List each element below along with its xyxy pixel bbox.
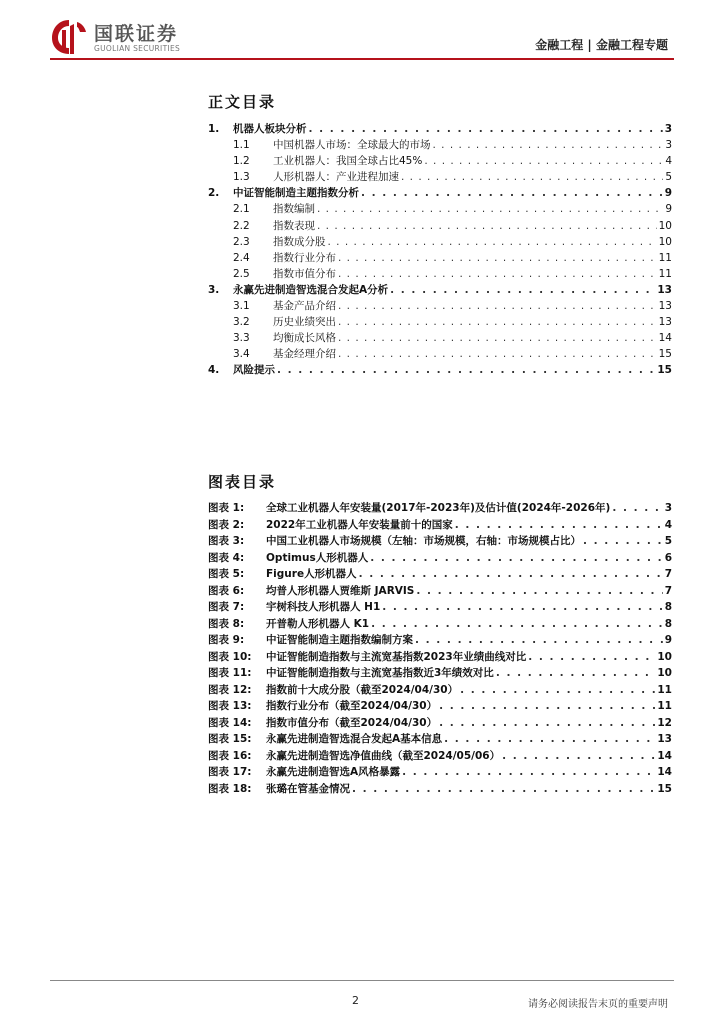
toc-entry[interactable] (208, 298, 672, 314)
toc-entry[interactable] (208, 201, 672, 217)
figure-entry-number: 图表 16: (208, 749, 252, 762)
figure-entry-page: 5 (664, 535, 672, 547)
toc-entry-title: 指数表现 (273, 219, 315, 232)
figure-entry-page: 11 (657, 700, 672, 712)
logo-mark-icon (50, 18, 88, 56)
toc-entry-title: 人形机器人：产业进程加速 (273, 171, 399, 184)
figure-entry[interactable] (208, 517, 672, 534)
toc-entry-page: 13 (658, 300, 672, 313)
leader-dots (309, 123, 663, 135)
toc-entry-page: 10 (658, 219, 672, 232)
figure-entry-number: 图表 9: (208, 634, 245, 646)
leader-dots (317, 220, 657, 232)
toc-entry-number: 1. (208, 123, 220, 135)
leader-dots (502, 750, 655, 762)
leader-dots (416, 585, 662, 597)
leader-dots (338, 316, 657, 328)
toc-entry-number: 2.2 (233, 219, 250, 232)
report-section-label: 金融工程 | 金融工程专题 (535, 38, 668, 52)
figure-entry-number: 图表 17: (208, 766, 252, 778)
leader-dots (338, 268, 657, 280)
leader-dots (390, 284, 655, 296)
figure-entry-title: Figure人形机器人 (266, 568, 357, 580)
figure-entry-page: 6 (664, 551, 672, 564)
leader-dots (439, 700, 655, 712)
figure-entry-number: 图表 7: (208, 601, 245, 613)
toc-entry-title: 均衡成长风格 (273, 332, 336, 345)
leader-dots (424, 155, 663, 167)
figure-entry-page: 10 (657, 667, 672, 679)
toc-entry[interactable] (208, 185, 672, 201)
toc-entry-title: 基金经理介绍 (273, 348, 336, 361)
leader-dots (338, 300, 657, 312)
figure-entry-number: 图表 13: (208, 700, 252, 712)
toc-entry-page: 5 (665, 171, 672, 184)
figure-entry-title: 中证智能制造主题指数编制方案 (266, 634, 413, 646)
figure-entry-title: 永赢先进制造智选净值曲线（截至2024/05/06） (266, 749, 501, 762)
leader-dots (338, 252, 657, 264)
toc-entry-number: 2.1 (233, 203, 250, 216)
figure-entry-number: 图表 15: (208, 733, 252, 745)
figure-entry-page: 8 (664, 617, 672, 630)
leader-dots (370, 552, 662, 564)
figure-entry[interactable] (208, 731, 672, 748)
toc-list (208, 121, 672, 379)
figure-entry[interactable] (208, 500, 672, 517)
page-number: 2 (352, 994, 359, 1007)
toc-title: 正文目录 (208, 93, 277, 111)
figure-entry-title: 均普人形机器人贾维斯 JARVIS (266, 584, 415, 597)
figure-entry-number: 图表 3: (208, 535, 245, 547)
toc-entry[interactable] (208, 314, 672, 330)
leader-dots (359, 568, 663, 580)
figure-entry-page: 9 (664, 634, 672, 646)
leader-dots (352, 783, 655, 795)
figure-entry[interactable] (208, 583, 672, 600)
figure-entry-number: 图表 5: (208, 568, 245, 580)
toc-entry-number: 2. (208, 187, 220, 200)
toc-entry-title: 指数编制 (273, 203, 315, 216)
company-logo (50, 18, 190, 56)
toc-entry-number: 3. (208, 283, 220, 296)
toc-entry[interactable] (208, 330, 672, 346)
figure-entry-number: 图表 4: (208, 551, 245, 564)
figure-entry-title: Optimus人形机器人 (266, 551, 369, 564)
toc-entry-title: 永赢先进制造智选混合发起A分析 (233, 283, 389, 296)
figure-entry-page: 14 (657, 766, 672, 778)
toc-entry[interactable] (208, 234, 672, 250)
figure-entry-title: 宇树科技人形机器人 H1 (266, 601, 381, 613)
toc-entry-number: 2.3 (233, 235, 250, 248)
leader-dots (496, 667, 656, 679)
toc-entry-number: 2.5 (233, 267, 250, 280)
figure-entry[interactable] (208, 764, 672, 781)
toc-entry[interactable] (208, 121, 672, 137)
toc-entry-page: 3 (664, 123, 672, 135)
toc-entry-title: 基金产品介绍 (273, 300, 336, 313)
leader-dots (612, 502, 662, 514)
figure-entry-number: 图表 8: (208, 617, 245, 630)
figure-entry-page: 4 (664, 518, 672, 531)
toc-entry-title: 中国机器人市场：全球最大的市场 (273, 139, 431, 152)
toc-entry[interactable] (208, 266, 672, 282)
toc-entry-page: 15 (658, 348, 672, 361)
figure-entry-number: 图表 6: (208, 584, 245, 597)
toc-entry-title: 工业机器人：我国全球占比45% (273, 155, 423, 168)
toc-entry-title: 机器人板块分析 (233, 123, 307, 135)
page-header (0, 0, 724, 62)
leader-dots (444, 733, 655, 745)
figure-entry-title: 永赢先进制造智选A风格暴露 (266, 766, 401, 778)
figure-entry-number: 图表 11: (208, 667, 252, 679)
header-divider (50, 58, 674, 60)
figure-entry[interactable] (208, 715, 672, 732)
leader-dots (402, 766, 655, 778)
toc-entry-number: 3.3 (233, 332, 250, 345)
toc-entry-number: 3.4 (233, 348, 250, 361)
figure-entry-title: 指数行业分布（截至2024/04/30） (266, 700, 438, 712)
leader-dots (328, 236, 657, 248)
figure-entry-title: 指数前十大成分股（截至2024/04/30） (266, 683, 459, 696)
logo-text-cn: 国联证券 (94, 23, 179, 45)
toc-entry[interactable] (208, 346, 672, 362)
toc-entry-page: 14 (658, 332, 672, 345)
figure-entry-page: 8 (664, 601, 672, 613)
toc-entry-title: 历史业绩突出 (273, 316, 336, 329)
leader-dots (528, 651, 655, 663)
toc-entry-number: 3.2 (233, 316, 250, 329)
toc-entry-page: 13 (658, 316, 672, 329)
toc-entry[interactable] (208, 250, 672, 266)
toc-entry-title: 指数成分股 (273, 235, 326, 248)
figure-entry-page: 14 (657, 749, 672, 762)
figure-entry-number: 图表 1: (208, 502, 245, 514)
toc-entry-title: 中证智能制造主题指数分析 (233, 187, 359, 200)
figure-entry-title: 中证智能制造指数与主流宽基指数近3年绩效对比 (266, 667, 494, 679)
figure-entry-page: 10 (657, 650, 672, 663)
figure-entry[interactable] (208, 682, 672, 699)
figure-entry[interactable] (208, 616, 672, 633)
footer-divider (50, 980, 674, 981)
toc-entry-number: 1.3 (233, 171, 250, 184)
toc-entry-number: 2.4 (233, 251, 250, 264)
figure-entry[interactable] (208, 698, 672, 715)
figures-title: 图表目录 (208, 473, 277, 491)
leader-dots (460, 684, 655, 696)
figure-entry-page: 12 (657, 716, 672, 729)
toc-entry[interactable] (208, 153, 672, 169)
toc-entry-page: 13 (657, 283, 672, 296)
toc-entry-page: 15 (657, 364, 672, 377)
figure-entry-page: 3 (664, 502, 672, 514)
leader-dots (361, 187, 663, 199)
figure-entry-title: 中国工业机器人市场规模（左轴：市场规模，右轴：市场规模占比） (266, 535, 581, 547)
toc-entry[interactable] (208, 282, 672, 298)
toc-entry-number: 4. (208, 364, 220, 377)
figure-entry-title: 2022年工业机器人年安装量前十的国家 (266, 518, 453, 531)
toc-entry[interactable] (208, 137, 672, 153)
figure-entry-number: 图表 10: (208, 650, 252, 663)
toc-entry-number: 1.2 (233, 155, 250, 168)
leader-dots (433, 139, 664, 151)
figure-entry-number: 图表 2: (208, 518, 245, 531)
leader-dots (338, 332, 657, 344)
figure-entry-number: 图表 14: (208, 716, 252, 729)
toc-entry[interactable] (208, 362, 672, 378)
leader-dots (439, 717, 655, 729)
figure-entry-page: 7 (664, 568, 672, 580)
toc-entry-page: 3 (665, 139, 672, 152)
toc-entry-title: 指数市值分布 (273, 267, 336, 280)
figures-list (208, 500, 672, 797)
logo-text-en: GUOLIAN SECURITIES (94, 44, 181, 53)
figure-entry-page: 7 (664, 584, 672, 597)
figure-entry-title: 张璐在管基金情况 (266, 782, 350, 795)
figure-entry-title: 中证智能制造指数与主流宽基指数2023年业绩曲线对比 (266, 650, 527, 663)
figure-entry[interactable] (208, 748, 672, 765)
figure-entry-number: 图表 18: (208, 782, 252, 795)
leader-dots (401, 171, 663, 183)
leader-dots (277, 364, 655, 376)
leader-dots (583, 535, 663, 547)
toc-entry-page: 11 (658, 267, 672, 280)
figure-entry[interactable] (208, 566, 672, 583)
figure-entry-title: 指数市值分布（截至2024/04/30） (266, 716, 438, 729)
leader-dots (455, 519, 663, 531)
toc-entry[interactable] (208, 218, 672, 234)
figure-entry[interactable] (208, 781, 672, 798)
figure-entry-page: 11 (657, 683, 672, 696)
leader-dots (382, 601, 662, 613)
figure-entry[interactable] (208, 632, 672, 649)
leader-dots (371, 618, 663, 630)
figure-entry-title: 永赢先进制造智选混合发起A基本信息 (266, 733, 443, 745)
toc-entry-page: 4 (665, 155, 672, 168)
leader-dots (415, 634, 663, 646)
toc-entry-page: 10 (658, 235, 672, 248)
figure-entry[interactable] (208, 665, 672, 682)
figure-entry-title: 开普勒人形机器人 K1 (266, 617, 370, 630)
figure-entry-page: 13 (657, 733, 672, 745)
leader-dots (338, 348, 657, 360)
toc-entry-title: 风险提示 (233, 364, 275, 377)
toc-entry-page: 9 (665, 203, 672, 216)
leader-dots (317, 203, 663, 215)
figure-entry-number: 图表 12: (208, 683, 252, 696)
toc-entry-page: 11 (658, 251, 672, 264)
disclaimer-text: 请务必阅读报告末页的重要声明 (528, 999, 668, 1010)
toc-entry[interactable] (208, 169, 672, 185)
figure-entry[interactable] (208, 599, 672, 616)
toc-entry-number: 1.1 (233, 139, 250, 152)
figure-entry[interactable] (208, 533, 672, 550)
figure-entry[interactable] (208, 550, 672, 567)
figure-entry-page: 15 (657, 782, 672, 795)
figure-entry[interactable] (208, 649, 672, 666)
toc-entry-page: 9 (664, 187, 672, 200)
figure-entry-title: 全球工业机器人年安装量(2017年-2023年)及估计值(2024年-2026年) (266, 502, 611, 514)
toc-entry-number: 3.1 (233, 300, 250, 313)
toc-entry-title: 指数行业分布 (273, 251, 336, 264)
